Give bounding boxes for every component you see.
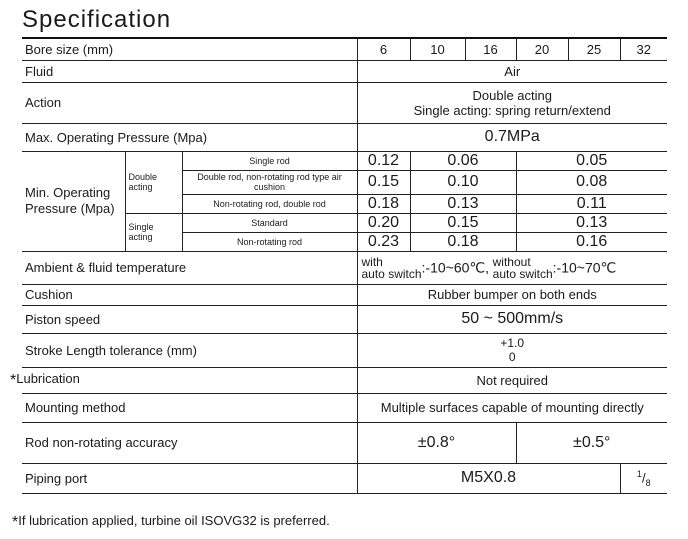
page-title: Specification	[22, 6, 172, 33]
stroke-label: Stroke Length tolerance (mm)	[22, 333, 357, 367]
mounting-label: Mounting method	[22, 393, 357, 422]
row-piston	[22, 305, 667, 333]
row-action	[22, 82, 667, 123]
double-type-2: Double rod, non-rotating rod type air cushion	[182, 170, 357, 194]
bore-label: Bore size (mm)	[22, 38, 357, 60]
row-rod-accuracy	[22, 422, 667, 463]
piston-label: Piston speed	[22, 305, 357, 333]
action-value	[357, 82, 667, 123]
piping-label: Piping port	[22, 463, 357, 493]
spec-table	[10, 37, 667, 494]
footnote	[12, 513, 330, 532]
double-type-1: Single rod	[182, 151, 357, 170]
row-ambient	[22, 251, 667, 284]
piston-value: 50 ~ 500mm/s	[357, 305, 667, 333]
double-1-v2: 0.06	[410, 151, 516, 170]
footnote-text: If lubrication applied, turbine oil ISOVG32 is preferred.	[18, 513, 330, 528]
stroke-upper: +1.0	[500, 336, 525, 350]
single-type-2: Non-rotating rod	[182, 232, 357, 251]
with-switch-label: with auto switch	[361, 254, 422, 281]
action-line-2: Single acting: spring return/extend	[413, 102, 611, 118]
single-acting-group: Single acting	[125, 213, 182, 251]
lubrication-value: Not required	[357, 367, 667, 393]
fluid-value: Air	[357, 60, 667, 82]
row-max-pressure	[22, 123, 667, 151]
single-type-1: Standard	[182, 213, 357, 232]
without-switch-label: without auto switch	[492, 254, 553, 281]
piping-v2: $^1/_8$	[620, 463, 667, 493]
fluid-label: Fluid	[22, 60, 357, 82]
double-3-v1: 0.18	[357, 194, 410, 213]
lubrication-label-cell	[10, 367, 357, 393]
single-2-v1: 0.23	[357, 232, 410, 251]
lubrication-label: Lubrication	[16, 370, 80, 386]
single-2-v2: 0.18	[410, 232, 516, 251]
double-2-v2: 0.10	[410, 170, 516, 194]
max-pressure-label: Max. Operating Pressure (Mpa)	[22, 123, 357, 151]
double-acting-group: Double acting	[125, 151, 182, 213]
bore-20: 20	[516, 38, 568, 60]
with-switch-temp: :-10~60℃,	[421, 259, 490, 275]
single-1-v3: 0.13	[516, 213, 667, 232]
double-type-3: Non-rotating rod, double rod	[182, 194, 357, 213]
stroke-value	[357, 333, 667, 367]
bore-6: 6	[357, 38, 410, 60]
row-piping	[22, 463, 667, 493]
bore-10: 10	[410, 38, 465, 60]
bore-32: 32	[620, 38, 667, 60]
single-1-v1: 0.20	[357, 213, 410, 232]
row-lubrication	[22, 367, 667, 393]
row-min-double-1	[22, 151, 667, 170]
double-3-v3: 0.11	[516, 194, 667, 213]
row-stroke	[22, 333, 667, 367]
row-cushion	[22, 284, 667, 305]
asterisk-icon: *	[10, 371, 17, 389]
single-1-v2: 0.15	[410, 213, 516, 232]
row-fluid	[22, 60, 667, 82]
row-mounting	[22, 393, 667, 422]
stroke-lower: 0	[508, 350, 516, 364]
without-switch-temp: :-10~70℃	[552, 259, 617, 275]
asterisk-icon: *	[12, 514, 19, 531]
ambient-label: Ambient & fluid temperature	[22, 251, 357, 284]
bore-16: 16	[465, 38, 516, 60]
double-1-v1: 0.12	[357, 151, 410, 170]
double-3-v2: 0.13	[410, 194, 516, 213]
double-1-v3: 0.05	[516, 151, 667, 170]
double-2-v3: 0.08	[516, 170, 667, 194]
single-2-v3: 0.16	[516, 232, 667, 251]
rod-accuracy-label: Rod non-rotating accuracy	[22, 422, 357, 463]
bore-25: 25	[568, 38, 620, 60]
rod-accuracy-v1: ±0.8°	[357, 422, 516, 463]
cushion-value: Rubber bumper on both ends	[357, 284, 667, 305]
min-pressure-label: Min. Operating Pressure (Mpa)	[22, 151, 125, 251]
cushion-label: Cushion	[22, 284, 357, 305]
row-bore	[22, 38, 667, 60]
ambient-value	[357, 251, 667, 284]
mounting-value: Multiple surfaces capable of mounting directly	[357, 393, 667, 422]
action-label: Action	[22, 82, 357, 123]
max-pressure-value: 0.7MPa	[357, 123, 667, 151]
action-line-1: Double acting	[472, 87, 552, 103]
rod-accuracy-v2: ±0.5°	[516, 422, 667, 463]
double-2-v1: 0.15	[357, 170, 410, 194]
piping-v1: M5X0.8	[357, 463, 620, 493]
